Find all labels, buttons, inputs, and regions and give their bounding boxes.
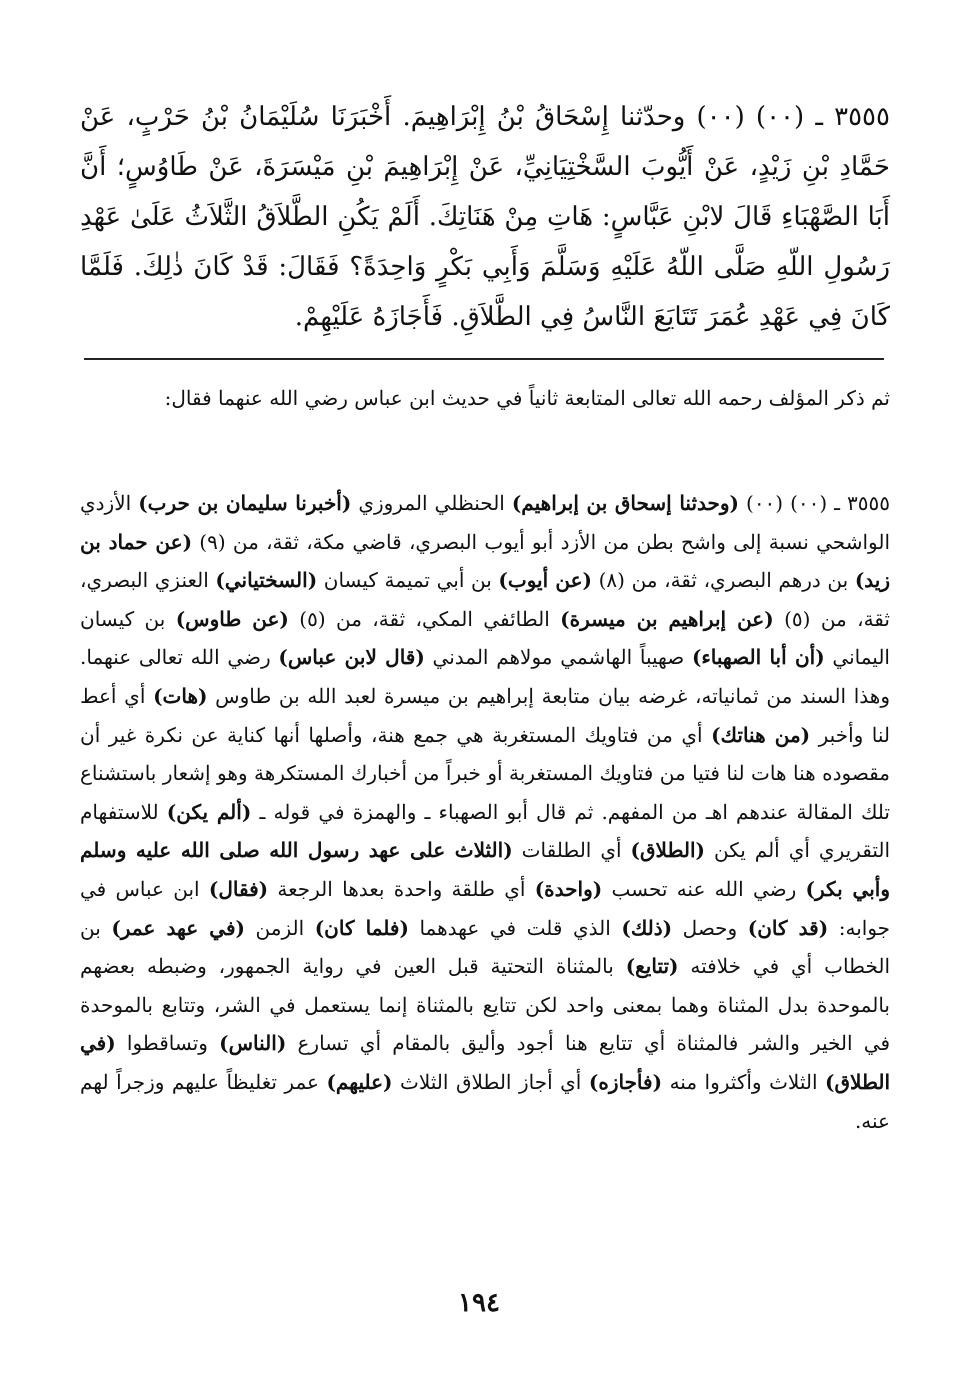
commentary-segment: أي من فتاويك المستغربة هي جمع هنة، وأصلها أنها كناية عن نكرة غير أن مقصوده هنا هات لنا فتيا من فتاويك المستغربة أو خبراً من أخبارك المستكرهة وهو إشعار باستشناع تلك المقالة عندهم اهـ من المفهم. ثم قال أبو الصهباء ـ والهمزة في قوله ـ	[80, 722, 890, 824]
quoted-hadith-phrase: (فقال)	[208, 876, 269, 901]
commentary-segment: الأزدي الواشحي نسبة إلى واشح بطن من الأزد أبو أيوب البصري، قاضي مكة، ثقة، من (٩)	[80, 491, 890, 554]
quoted-hadith-phrase: (ذلك)	[621, 915, 673, 940]
quoted-hadith-phrase: (السختياني)	[215, 568, 318, 593]
quoted-hadith-phrase: (وحدثنا إسحاق بن إبراهيم)	[511, 491, 740, 515]
quoted-hadith-phrase: (الطلاق)	[630, 838, 705, 863]
quoted-hadith-phrase: (من هناتك)	[711, 722, 811, 747]
quoted-hadith-phrase: (قد كان)	[747, 915, 829, 940]
commentary-segment: صهيباً الهاشمي مولاهم المدني	[424, 645, 692, 670]
quoted-hadith-phrase: (في الطلاق)	[80, 1031, 891, 1094]
commentary-intro: ثم ذكر المؤلف رحمه الله تعالى المتابعة ثانياً في حديث ابن عباس رضي الله عنهما فقال:	[164, 386, 890, 410]
commentary-segment: بن أبي تميمة كيسان	[317, 568, 499, 593]
commentary-segment: أي أجاز الطلاق الثلاث	[392, 1069, 589, 1094]
quoted-hadith-phrase: (تتايع)	[625, 954, 679, 979]
quoted-hadith-phrase: (فلما كان)	[314, 915, 409, 940]
quoted-hadith-phrase: (قال لابن عباس)	[278, 645, 425, 670]
quoted-hadith-phrase: (واحدة)	[534, 876, 603, 901]
commentary-segment: الزمن	[244, 915, 315, 940]
commentary-segment: الثلاث وأكثروا منه	[662, 1069, 826, 1094]
page-number: ١٩٤	[458, 1288, 500, 1318]
quoted-hadith-phrase: (عن إبراهيم بن ميسرة)	[560, 606, 774, 631]
commentary-segment: العنزي البصري، ثقة، من (٥)	[80, 568, 890, 631]
commentary-segment: ٣٥٥٥ ـ (٠٠) (٠٠)	[739, 491, 891, 515]
commentary-segment: بن كيسان اليماني	[80, 606, 890, 670]
quoted-hadith-phrase: (عن أيوب)	[498, 568, 592, 593]
quoted-hadith-phrase: (ألم يكن)	[166, 799, 252, 824]
commentary-segment: الذي قلت في عهدهما	[408, 915, 622, 940]
quoted-hadith-phrase: (فأجازه)	[588, 1069, 663, 1094]
quoted-hadith-phrase: (عن طاوس)	[175, 606, 289, 631]
quoted-hadith-phrase: (الثلاث على عهد رسول الله صلى الله عليه وسلم وأبي بكر)	[80, 838, 890, 901]
commentary-segment: بالمثناة التحتية قبل العين في رواية الجمهور، وضبطه بعضهم بالموحدة بدل المثناة وهما بمعنى واحد لكن تتايع بالمثناة إنما يستعمل في الشر، وتتابع بالموحدة في الخير والشر فالمثناة أي تتايع هنا أجود وأليق بالمقام أي تسارع	[80, 954, 891, 1056]
commentary-segment: بن الخطاب أي في خلافته	[80, 915, 891, 979]
quoted-hadith-phrase: (عليهم)	[326, 1069, 393, 1094]
quoted-hadith-phrase: (أن أبا الصهباء)	[691, 645, 825, 670]
commentary-segment: وتساقطوا	[115, 1031, 220, 1056]
quoted-hadith-phrase: (أخبرنا سليمان بن حرب)	[138, 491, 352, 515]
commentary-segment: عمر تغليظاً عليهم وزجراً لهم عنه.	[80, 1069, 890, 1133]
commentary-segment: بن درهم البصري، ثقة، من (٨)	[592, 568, 855, 593]
commentary-segment: ابن عباس في جوابه:	[80, 876, 891, 940]
commentary-segment: أي أعط لنا وأخبر	[80, 683, 891, 747]
hadith-text: ٣٥٥٥ ـ (٠٠) (٠٠) وحدّثنا إِسْحَاقُ بْنُ إِبْرَاهِيمَ. أَخْبَرَنَا سُلَيْمَانُ بْنُ حَرْبٍ، عَنْ حَمَّادِ بْنِ زَيْدٍ، عَنْ أَيُّوبَ السَّخْتِيَانِيِّ، عَنْ إِبْرَاهِيمَ بْنِ مَيْسَرَةَ، عَنْ طَاوُسٍ؛ أَنَّ أَبَا الصَّهْبَاءِ قَالَ لابْنِ عَبَّاسٍ: هَاتِ مِنْ هَنَاتِكَ. أَلَمْ يَكُنِ الطَّلاَقُ الثَّلاَثُ عَلَىٰ عَهْدِ رَسُولِ اللّهِ صَلَّى اللّهُ عَلَيْهِ وَسَلَّمَ وَأَبِي بَكْرٍ وَاحِدَةً؟ فَقَالَ: قَدْ كَانَ ذٰلِكَ. فَلَمَّا كَانَ فِي عَهْدِ عُمَرَ تَتَايَعَ النَّاسُ فِي الطَّلاَقِ. فَأَجَازَهُ عَلَيْهِمْ.	[80, 102, 890, 332]
commentary-segment: رضي الله تعالى عنهما. وهذا السند من ثمانياته، غرضه بيان متابعة إبراهيم بن ميسرة لعبد الله بن طاوس	[80, 645, 890, 708]
commentary-segment: الطائفي المكي، ثقة، من (٥)	[288, 606, 561, 631]
commentary-segment: رضي الله عنه تحسب	[602, 876, 806, 901]
commentary-segment: أي طلقة واحدة بعدها الرجعة	[268, 876, 535, 901]
footnote-separator	[84, 358, 884, 360]
quoted-hadith-phrase: (في عهد عمر)	[111, 915, 245, 940]
commentary-segment: وحصل	[672, 915, 748, 940]
quoted-hadith-phrase: (الناس)	[219, 1031, 287, 1056]
quoted-hadith-phrase: (عن حماد بن زيد)	[80, 529, 890, 593]
commentary-text	[80, 484, 890, 1140]
quoted-hadith-phrase: (هات)	[153, 683, 208, 708]
commentary-segment: أي الطلقات	[512, 838, 631, 863]
commentary-segment: الحنظلي المروزي	[351, 491, 512, 515]
commentary-segment: للاستفهام التقريري أي ألم يكن	[80, 799, 891, 863]
